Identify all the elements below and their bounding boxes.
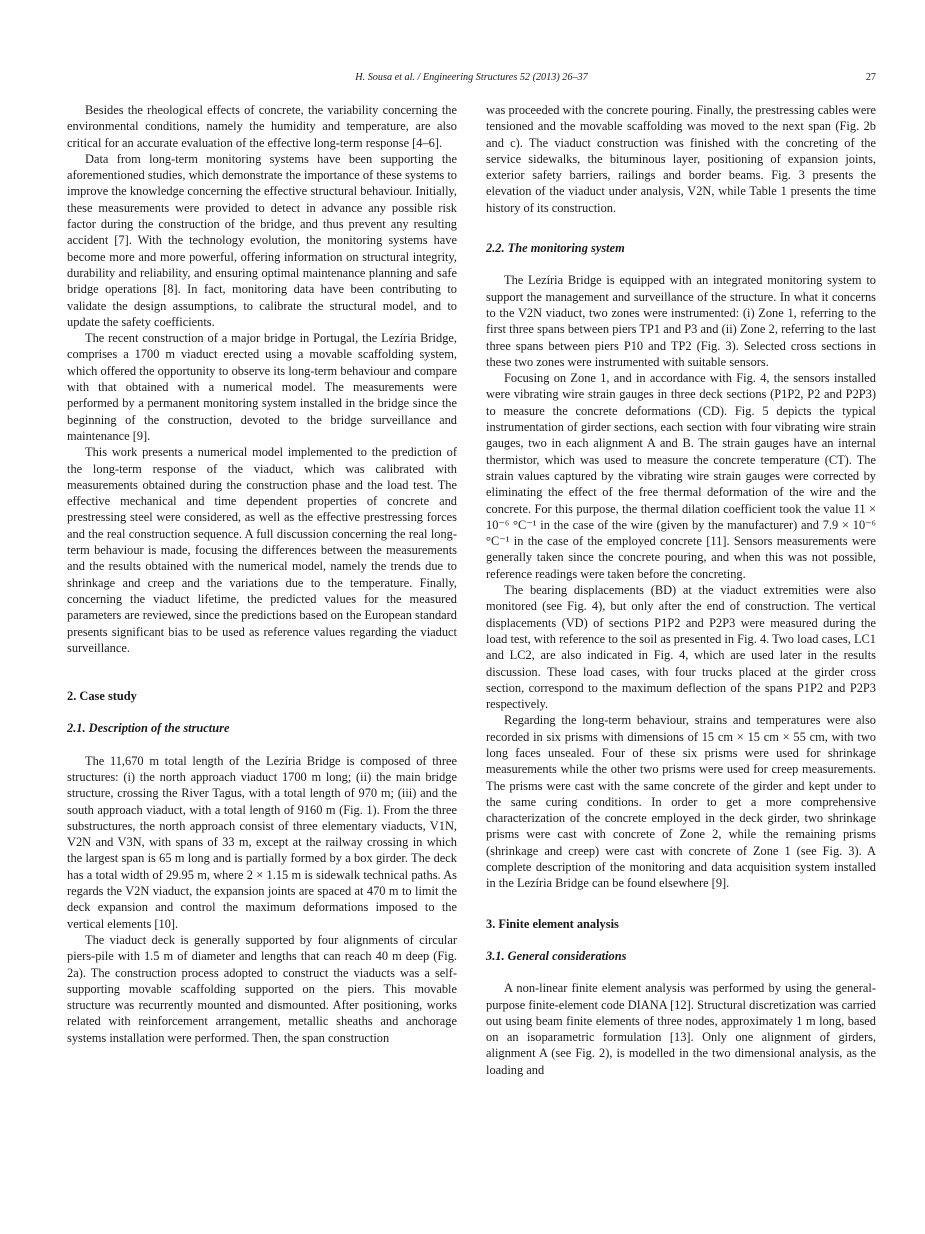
- subsection-heading: 2.1. Description of the structure: [67, 721, 230, 736]
- section-heading: 2. Case study: [67, 689, 137, 704]
- paragraph: The Lezíria Bridge is equipped with an integrated monitoring system to support the management and surveillance of the structure. In what it concerns to the V2N viaduct, two zones were instrumented: (i) Zone 1, referring to the first three spans between piers TP1 and P3 and (ii) Zone 2, referring to the last three spans between piers P10 and TP2 (Fig. 3). Selected cross sections in these two zones were instrumented with suitable sensors.: [486, 273, 876, 369]
- paragraph: The 11,670 m total length of the Lezíria Bridge is composed of three structures: (i) the north approach viaduct 1700 m long; (ii) the main bridge structure, crossing the River Tagus, with a total length of 970 m; (iii) and the south approach viaduct, with a total length of 9160 m (Fig. 1). From the three substructures, the north approach consist of three elementary viaducts, V1N, V2N and V3N, with spans of 33 m, except at the railway crossing in which the largest span is 65 m long and is partially formed by a box girder. The deck has a total width of 29.95 m, where 2 × 1.15 m is sidewalk technical paths. As regards the V2N viaduct, the expansion joints are spaced at 470 m to limit the deck expansion and control the maximum deformations imposed to the vertical elements [10].: [67, 753, 457, 931]
- paragraph: Besides the rheological effects of concrete, the variability concerning the environmental conditions, namely the humidity and temperature, are also critical for an accurate evaluation of the effective long-term response [4–6].: [67, 103, 457, 150]
- journal-citation: H. Sousa et al. / Engineering Structures 52 (2013) 26–37: [355, 72, 588, 83]
- paragraph: Focusing on Zone 1, and in accordance with Fig. 4, the sensors installed were vibrating wire strain gauges in three deck sections (P1P2, P2 and P2P3) to measure the concrete deformations (CD). Fig. 5 depicts the typical instrumentation of girder sections, each section with four vibrating wire strain gauges, two in each alignment A and B. The strain gauges have an internal thermistor, which was used to measure the concrete temperature (CT). The strain values captured by the vibrating wire strain gauges were corrected by eliminating the effect of the free thermal deformation of the wire and the concrete. For this purpose, the thermal dilation coefficient took the value 11 × 10⁻⁶ °C⁻¹ in the case of the wire (given by the manufacturer) and 7.9 × 10⁻⁶ °C⁻¹ in the case of the employed concrete [11]. Sensors measurements were generally taken since the concrete pouring, and when this was not possible, reference readings were taken before the concreting.: [486, 371, 876, 581]
- paragraph: was proceeded with the concrete pouring. Finally, the prestressing cables were tensioned and the movable scaffolding was moved to the next span (Fig. 2b and c). The viaduct construction was finished with the concreting of the service sidewalks, the bituminous layer, positioning of expansion joints, exterior safety barriers, railings and border beams. Fig. 3 presents the elevation of the viaduct under analysis, V2N, while Table 1 presents the time history of its construction.: [486, 103, 876, 215]
- subsection-heading: 3.1. General considerations: [486, 948, 627, 963]
- left-column: [67, 102, 457, 1046]
- paragraph: A non-linear finite element analysis was performed by using the general-purpose finite-element code DIANA [12]. Structural discretization was carried out using beam finite elements of three nodes, approximately 1 m long, based on an isoparametric formulation [13]. Only one alignment of girders, alignment A (see Fig. 2), is modelled in the two dimensional analysis, as the loading and: [486, 981, 876, 1077]
- subsection-heading: 2.2. The monitoring system: [486, 241, 625, 256]
- section-heading: 3. Finite element analysis: [486, 916, 619, 931]
- paragraph: Data from long-term monitoring systems have been supporting the aforementioned studies, which demonstrate the importance of these systems to improve the knowledge concerning the effective structural behaviour. Initially, these measurements were provided to detect in advance any possible risk factor during the construction of the bridge, and thus prevent any resulting accident [7]. With the technology evolution, the monitoring systems have become more and more powerful, offering information on structural integrity, durability and reliability, and ensuring optimal maintenance planning and safe bridge operations [8]. In fact, monitoring data have been contributing to validate the design assumptions, to calibrate the structural model, and to update the safety coefficients.: [67, 151, 457, 329]
- paragraph: Regarding the long-term behaviour, strains and temperatures were also recorded in six prisms with dimensions of 15 cm × 15 cm × 55 cm, with two long faces unsealed. Four of these six prisms were used for shrinkage measurements while the other two prisms were used for creep measurements. The prisms were cast with the same concrete of the girder and kept under to the same curing conditions. In order to get a more comprehensive characterization of the concrete employed in the deck girder, two shrinkage prisms were cast with concrete of Zone 2, while the remaining prisms (shrinkage and creep) were cast with concrete of Zone 1 (see Fig. 3). A complete description of the monitoring and data acquisition system installed in the Lezíria Bridge can be found elsewhere [9].: [486, 713, 876, 891]
- page-number: 27: [865, 72, 876, 83]
- paragraph: The recent construction of a major bridge in Portugal, the Lezíria Bridge, comprises a 1700 m viaduct erected using a movable scaffolding system, which offered the opportunity to observe its long-term behaviour and compare with that obtained with a numerical model. The measurements were performed by a permanent monitoring system installed in the bridge since the beginning of the construction, devoted to the bridge surveillance and maintenance [9].: [67, 331, 457, 443]
- paragraph: The viaduct deck is generally supported by four alignments of circular piers-pile with 1.5 m of diameter and lengths that can reach 40 m deep (Fig. 2a). The construction process adopted to construct the viaducts was a self-supporting movable scaffolding supported on the piers. This movable structure was recurrently mounted and dismounted. After positioning, works related with reinforcement arrangement, metallic sheaths and anchorage systems installation were performed. Then, the span construction: [67, 932, 457, 1045]
- paragraph: The bearing displacements (BD) at the viaduct extremities were also monitored (see Fig. 4), but only after the end of construction. The vertical displacements (VD) of sections P1P2 and P2P3 were measured during the load test, with reference to the soil as presented in Fig. 4. Two load cases, LC1 and LC2, are also indicated in Fig. 4, which are used later in the results discussion. These load cases, with four trucks placed at the girder cross section, correspond to the maximum deflection of the spans P1P2 and P2P3 respectively.: [486, 583, 876, 712]
- running-header: [67, 72, 876, 88]
- paragraph: This work presents a numerical model implemented to the prediction of the long-term response of the viaduct, which was calibrated with measurements obtained during the construction phase and the load test. The effective mechanical and time dependent properties of concrete and prestressing steel were considered, as well as the effective prestressing forces and the real construction sequence. A full discussion concerning the real long-term behaviour is made, focusing the differences between the measurements and the results obtained with the numerical model, namely the trends due to shrinkage and creep and the variations due to the temperature. Finally, concerning the viaduct lifetime, the predicted values for the measured parameters are reviewed, since the predictions based on the European standard presents significant bias to be used as reference values regarding the viaduct surveillance.: [67, 445, 457, 655]
- right-column: [486, 102, 876, 1078]
